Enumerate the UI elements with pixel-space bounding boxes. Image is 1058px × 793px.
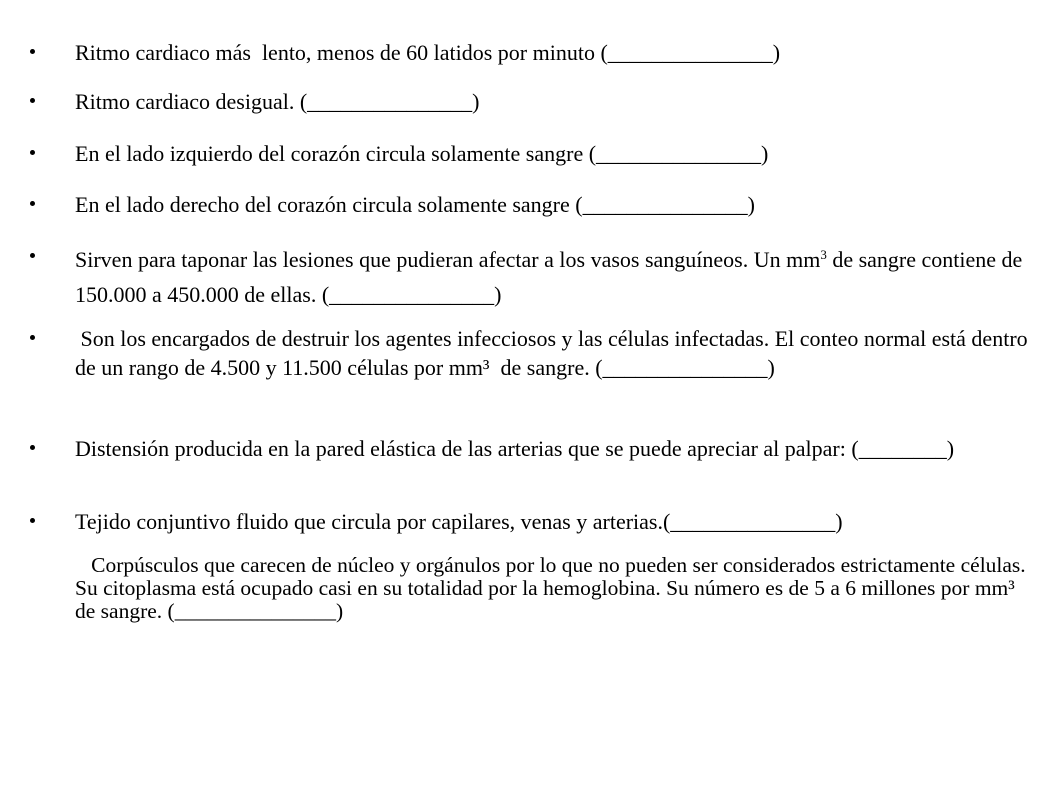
bullet-icon [30,201,35,206]
item-text-part: Sirven para taponar las lesiones que pudieran afectar a los vasos sanguíneos. Un mm [75,247,821,272]
item-text: Ritmo cardiaco más lento, menos de 60 latidos por minuto (_______________) [75,40,781,65]
bullet-icon [30,518,35,523]
item-text: Corpúsculos que carecen de núcleo y orgánulos por lo que no pueden ser considerados estrictamente células. Su citoplasma está ocupado casi en su totalidad por la hemoglobina. Su número es de 5 a 6 millones por mm³ de sangre. (_______________) [75,553,1032,623]
bullet-icon [30,253,35,258]
bullet-icon [30,445,35,450]
item-text: En el lado izquierdo del corazón circula solamente sangre (_______________) [75,141,769,166]
superscript-three: 3 [820,247,827,262]
bullet-icon [30,98,35,103]
item-text [75,242,1035,312]
item-text: Distensión producida en la pared elástica de las arterias que se puede apreciar al palpar: (________) [75,436,955,461]
item-text: En el lado derecho del corazón circula solamente sangre (_______________) [75,192,755,217]
item-text-part: de sangre contiene de 150.000 a 450.000 de ellas. (_______________) [75,247,1028,307]
bullet-icon [30,49,35,54]
bullet-icon [30,150,35,155]
bullet-icon [30,335,35,340]
item-text: Tejido conjuntivo fluido que circula por capilares, venas y arterias.(_______________) [75,509,843,534]
item-text: Son los encargados de destruir los agentes infecciosos y las células infectadas. El conteo normal está dentro de un rango de 4.500 y 11.500 células por mm³ de sangre. (_______________) [75,326,1034,380]
item-text: Ritmo cardiaco desigual. (_______________) [75,89,480,114]
